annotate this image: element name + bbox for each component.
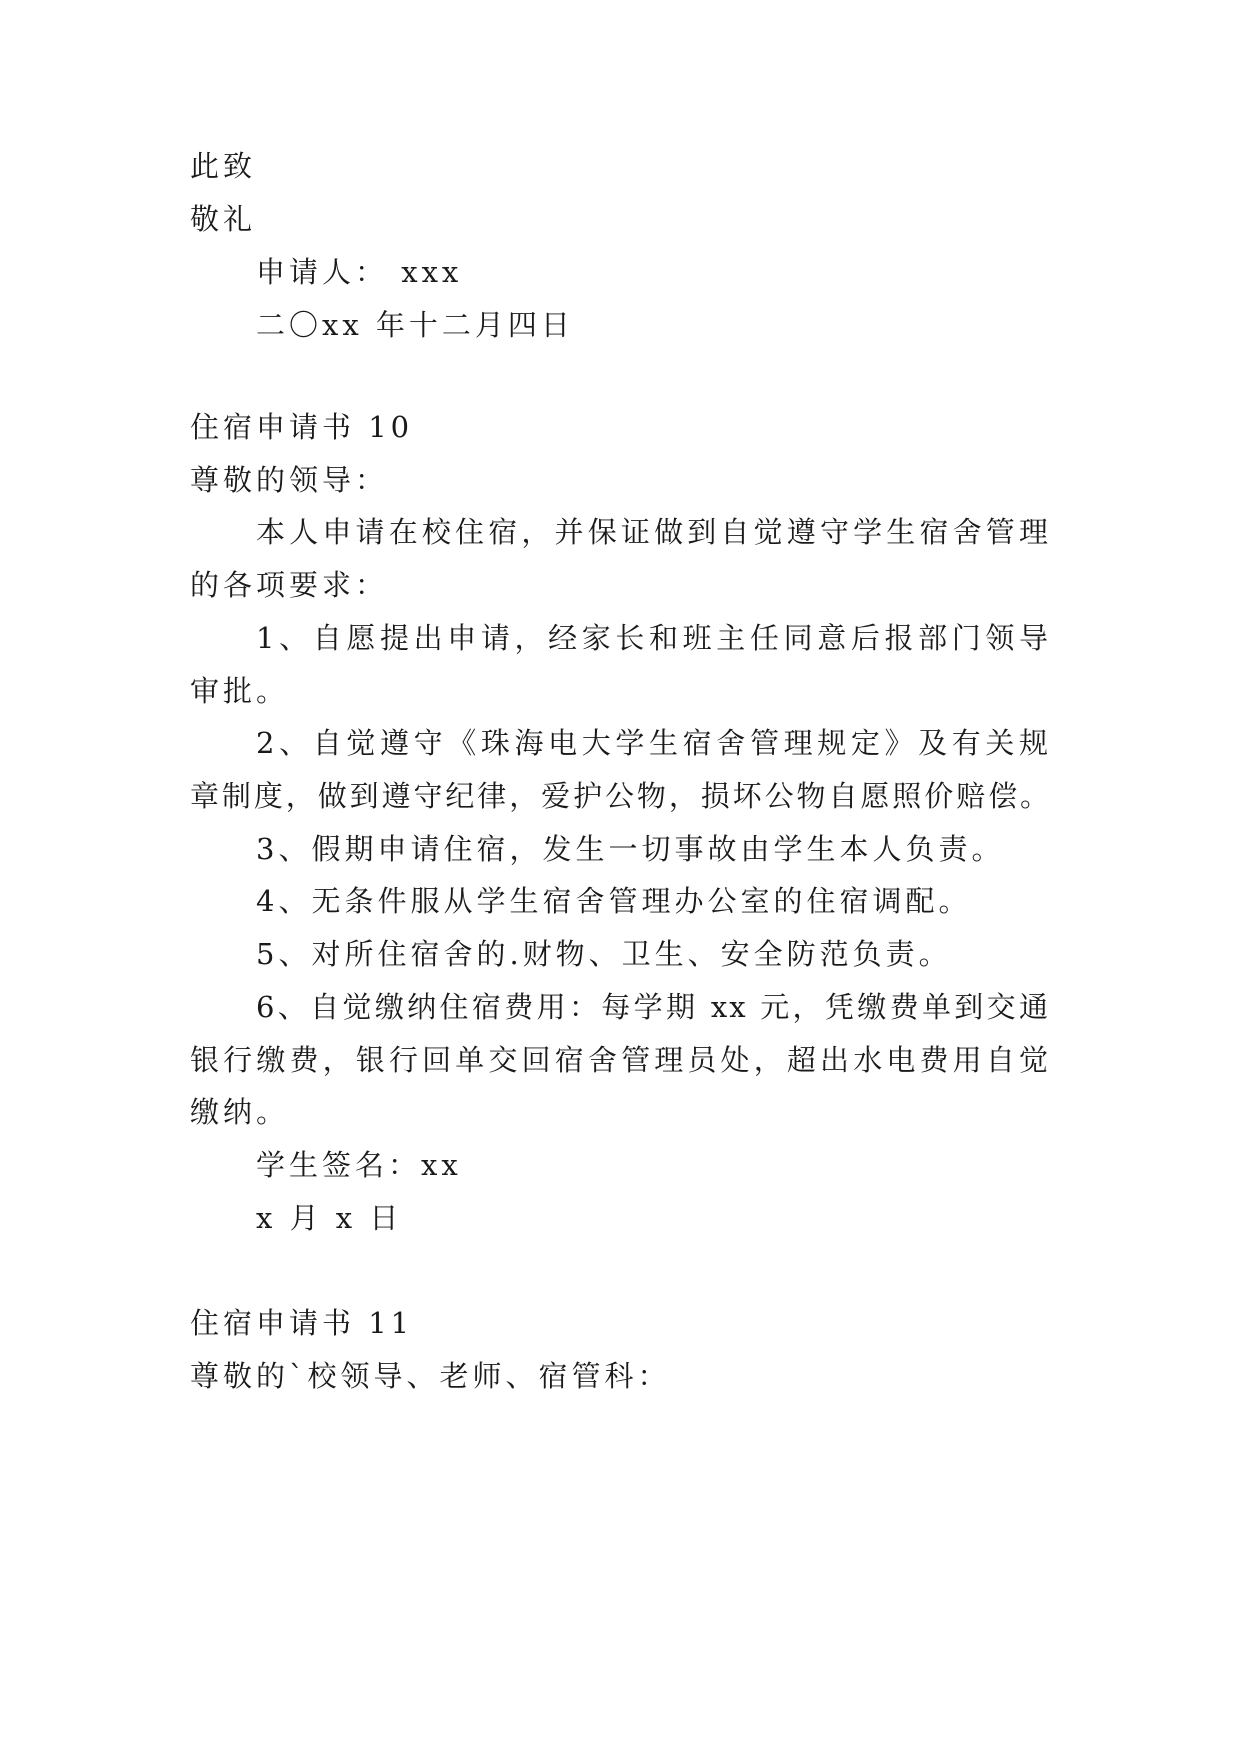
section11-title: 住宿申请书 11	[190, 1306, 414, 1340]
item4-line: 4、无条件服从学生宿舍管理办公室的住宿调配。	[256, 884, 972, 918]
item1-line-1: 1、自愿提出申请，经家长和班主任同意后报部门领导	[256, 621, 1050, 655]
item1-line-2: 审批。	[190, 674, 290, 708]
item6-line-3: 缴纳。	[190, 1095, 290, 1129]
applicant-line: 申请人： xxx	[256, 255, 463, 289]
item2-line-1: 2、自觉遵守《珠海电大学生宿舍管理规定》及有关规	[256, 726, 1050, 760]
signature-date: x 月 x 日	[256, 1201, 403, 1235]
section10-salutation: 尊敬的领导：	[190, 463, 389, 497]
section10-title: 住宿申请书 10	[190, 410, 414, 444]
closing-ci-zhi: 此致	[190, 149, 257, 183]
item6-line-2: 银行缴费，银行回单交回宿舍管理员处，超出水电费用自觉	[190, 1043, 1050, 1077]
section10-intro-line-1: 本人申请在校住宿，并保证做到自觉遵守学生宿舍管理	[256, 515, 1050, 549]
item6-line-1: 6、自觉缴纳住宿费用：每学期 xx 元，凭缴费单到交通	[256, 990, 1050, 1024]
closing-jing-li: 敬礼	[190, 202, 257, 236]
item3-line: 3、假期申请住宿，发生一切事故由学生本人负责。	[256, 832, 1005, 866]
item5-line: 5、对所住宿舍的.财物、卫生、安全防范负责。	[256, 937, 952, 971]
student-signature: 学生签名：xx	[256, 1148, 462, 1182]
closing-date: 二〇xx 年十二月四日	[256, 308, 574, 342]
item2-line-2: 章制度，做到遵守纪律，爱护公物，损坏公物自愿照价赔偿。	[190, 779, 1050, 813]
section10-intro-line-2: 的各项要求：	[190, 568, 389, 602]
section11-salutation: 尊敬的`校领导、老师、宿管科：	[190, 1359, 671, 1393]
